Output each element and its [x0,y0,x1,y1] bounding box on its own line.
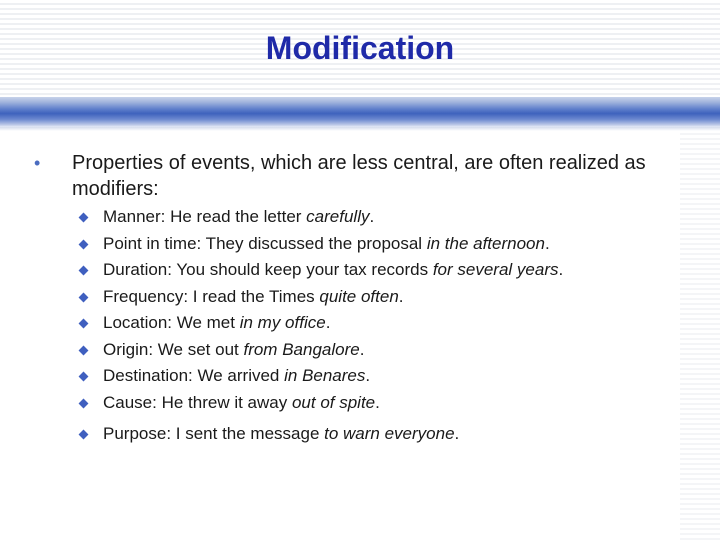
list-item-suffix: . [369,207,375,226]
list-item-suffix: . [359,339,365,359]
list-item-text [103,363,370,389]
list-item-italic: carefully [306,207,370,226]
list-item [80,257,700,284]
list-item-italic: for several years [432,260,559,279]
diamond-bullet-icon [79,398,89,408]
diamond-bullet-icon [79,266,89,276]
list-item-text [103,337,364,363]
list-item-suffix: . [365,366,371,385]
list-item-text [103,204,374,230]
list-item-prefix: Purpose: I sent the message [103,424,325,443]
list-item-suffix: . [325,313,331,332]
list-item-suffix: . [398,286,404,306]
list-item [80,204,700,231]
list-item-prefix: Frequency: I read the Times [103,286,320,306]
header-band-shadow [0,127,720,131]
list-item-italic: quite often [319,286,399,306]
list-item-prefix: Duration: You should keep your tax records [103,260,433,279]
list-item-suffix: . [558,260,564,279]
diamond-bullet-icon [79,319,89,329]
list-item-italic: in the afternoon [426,233,545,253]
list-item-italic: in my office [239,313,326,332]
slide-title: Modification [265,30,455,66]
list-item-prefix: Origin: We set out [103,339,244,359]
list-item-suffix: . [454,424,460,443]
list-item-suffix: . [544,233,550,253]
main-bullet-text: Properties of events, which are less central, are often realized as modifiers: [72,152,646,200]
diamond-bullet-icon [79,292,89,302]
list-item-italic: to warn everyone [324,424,455,443]
diamond-bullet-icon [79,430,89,440]
list-item-text [103,284,404,310]
diamond-bullet-icon [79,213,89,223]
diamond-bullet-icon [79,239,89,249]
list-item [80,390,700,417]
list-item [80,231,700,258]
diamond-bullet-icon [79,345,89,355]
list-item [80,363,700,390]
list-item-prefix: Location: We met [103,313,240,332]
list-item-italic: from Bangalore [243,339,360,359]
list-item [80,337,700,364]
bullet-dot-icon: • [34,153,41,173]
list-item-text [103,421,459,447]
list-item [80,310,700,337]
list-item [80,421,700,448]
header-band [0,97,720,127]
list-item-prefix: Cause: He threw it away [103,392,292,412]
list-item-text [103,257,563,283]
list-item-italic: out of spite [291,392,376,412]
list-item-suffix: . [375,392,380,412]
list-item [80,284,700,311]
modifier-list [80,204,700,448]
list-item-prefix: Manner: He read the letter [103,207,307,226]
list-item-text [103,231,550,257]
list-item-italic: in Benares [284,366,366,385]
list-item-prefix: Destination: We arrived [103,366,285,385]
list-item-text [103,310,330,336]
diamond-bullet-icon [79,372,89,382]
main-bullet [34,150,674,202]
list-item-prefix: Point in time: They discussed the proposal [103,233,427,253]
list-item-text [103,390,380,416]
